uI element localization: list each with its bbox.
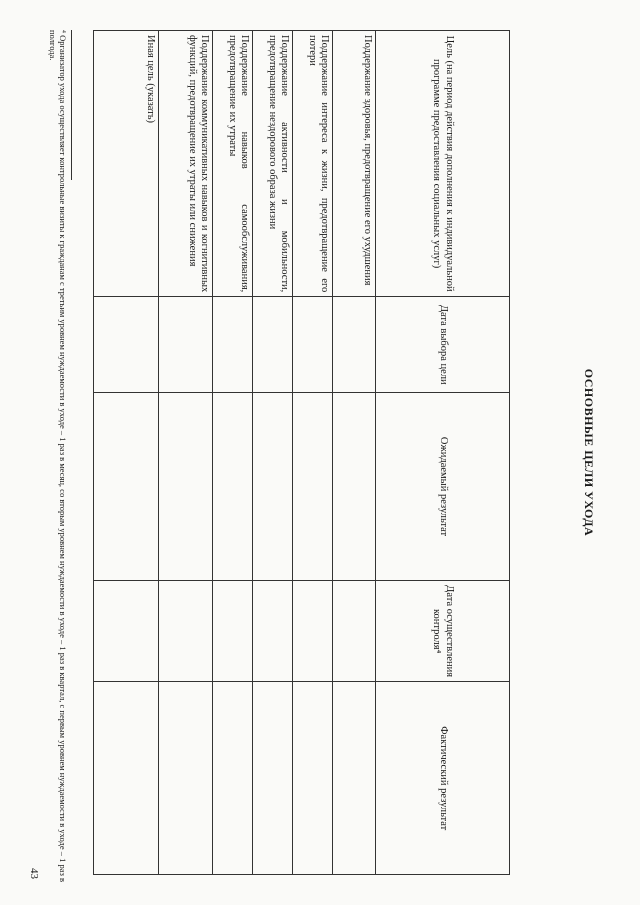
control-date-cell[interactable] <box>213 580 253 682</box>
control-date-cell[interactable] <box>333 580 376 682</box>
header-expected-result: Ожидаемый результат <box>376 393 510 581</box>
table-row <box>159 31 213 875</box>
goal-cell: Поддержание коммуникативных навыков и когнитивных функций, предотвращение их утраты или снижения <box>159 31 213 297</box>
goal-cell: Иная цель (указать) <box>94 31 159 297</box>
date-selected-cell[interactable] <box>333 297 376 393</box>
footnote-divider <box>71 30 72 180</box>
expected-result-cell[interactable] <box>333 393 376 581</box>
table-row <box>293 31 333 875</box>
control-date-cell[interactable] <box>293 580 333 682</box>
date-selected-cell[interactable] <box>293 297 333 393</box>
header-goal: Цель (на период действия дополнения к индивидуальной программе предоставления социальных услуг) <box>376 31 510 297</box>
table-header-row <box>376 31 510 875</box>
control-date-cell[interactable] <box>94 580 159 682</box>
expected-result-cell[interactable] <box>253 393 293 581</box>
date-selected-cell[interactable] <box>159 297 213 393</box>
control-date-cell[interactable] <box>159 580 213 682</box>
footnote-text: ⁴ Организатор ухода осуществляет контрольные визиты к гражданам с третьим уровнем нуждаемости в уходе – 1 раз в месяц, со вторым уровнем нуждаемости в уходе – 1 раз в квартал, с первым уровнем нуждаемости в уходе – 1 раз в полгода. <box>47 30 68 883</box>
goal-cell: Поддержание активности и мобильности, предотвращение нездорового образа жизни <box>253 31 293 297</box>
table-row <box>333 31 376 875</box>
actual-result-cell[interactable] <box>159 682 213 875</box>
date-selected-cell[interactable] <box>213 297 253 393</box>
header-actual-result: Фактический результат <box>376 682 510 875</box>
date-selected-cell[interactable] <box>253 297 293 393</box>
table-row <box>213 31 253 875</box>
actual-result-cell[interactable] <box>293 682 333 875</box>
date-selected-cell[interactable] <box>94 297 159 393</box>
actual-result-cell[interactable] <box>94 682 159 875</box>
goal-cell: Поддержание здоровья, предотвращение его ухудшения <box>333 31 376 297</box>
actual-result-cell[interactable] <box>253 682 293 875</box>
actual-result-cell[interactable] <box>333 682 376 875</box>
care-goals-table <box>93 30 510 875</box>
goal-cell: Поддержание навыков самообслуживания, предотвращение их утраты <box>213 31 253 297</box>
control-date-cell[interactable] <box>253 580 293 682</box>
page-number: 43 <box>28 868 40 879</box>
expected-result-cell[interactable] <box>159 393 213 581</box>
table-row <box>94 31 159 875</box>
actual-result-cell[interactable] <box>213 682 253 875</box>
page-title: ОСНОВНЫЕ ЦЕЛИ УХОДА <box>582 368 596 537</box>
header-date-selected: Дата выбора цели <box>376 297 510 393</box>
expected-result-cell[interactable] <box>213 393 253 581</box>
table-row <box>253 31 293 875</box>
goal-cell: Поддержание интереса к жизни, предотвращение его потери <box>293 31 333 297</box>
expected-result-cell[interactable] <box>293 393 333 581</box>
header-control-date: Дата осуществления контроля⁴ <box>376 580 510 682</box>
expected-result-cell[interactable] <box>94 393 159 581</box>
